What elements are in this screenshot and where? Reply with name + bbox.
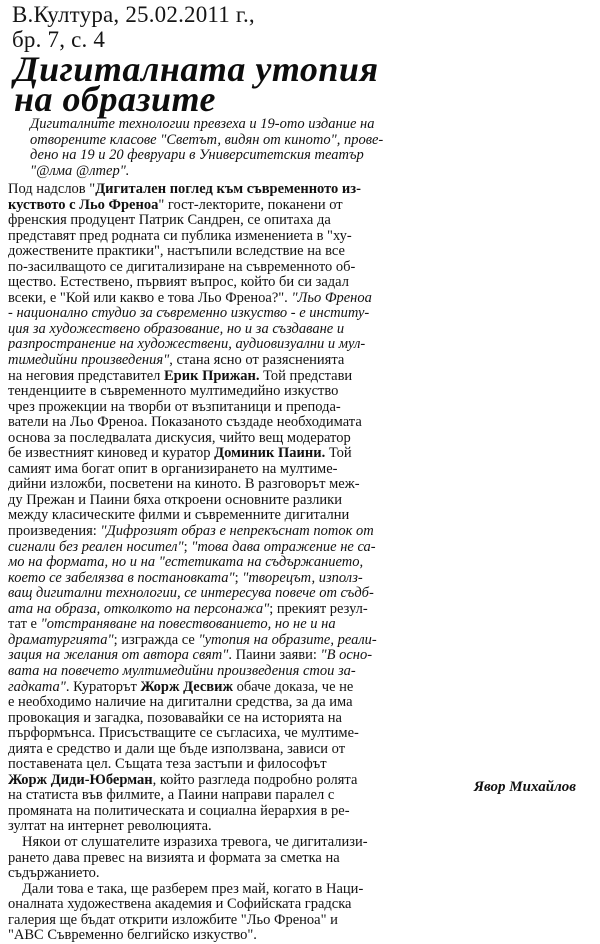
text-segment: дожествените практики", настъпили вследствие на все <box>8 244 345 260</box>
text-segment: ; прекият резул- <box>269 601 368 617</box>
source-citation: В.Култура, 25.02.2011 г., <box>12 2 255 27</box>
body-line <box>8 415 590 431</box>
italic-quote-segment: ция за художествено образование, но и за създаване и <box>8 321 345 337</box>
body-line <box>8 353 590 369</box>
body-line <box>8 369 590 385</box>
body-line <box>8 648 590 664</box>
text-segment: галерия ще бъдат открити изложбите "Льо Френоа" и <box>8 912 338 928</box>
body-line <box>8 757 590 773</box>
bold-name-segment: Жорж Десвиж <box>140 679 234 695</box>
italic-quote-segment: мо на формата, но и на "естетиката на съдържанието, <box>8 555 364 571</box>
text-segment: на статиста във филмите, а Паини направи паралел с <box>8 788 335 804</box>
body-line <box>8 508 590 524</box>
text-segment: Някои от слушателите изразиха тревога, че дигитализи- <box>22 834 368 850</box>
body-line <box>8 198 590 214</box>
italic-quote-segment: ващ дигитални технологии, се интересува повече от съдб- <box>8 586 374 602</box>
body-line <box>8 913 590 929</box>
text-segment: щество. Естествено, първият въпрос, който би си задал <box>8 275 349 291</box>
body-line <box>8 835 590 851</box>
italic-quote-segment: което се забелязва в постановката" <box>8 570 235 586</box>
lead-line: отворените класове "Светът, видян от киното", прове- <box>30 131 384 148</box>
text-segment: основа за последвалата дискусия, чийто вещ модератор <box>8 430 351 446</box>
text-segment: рането дава превес на визията и формата за сметка на <box>8 850 340 866</box>
text-segment: тенденциите в съвременното мултимедийно изкуство <box>8 384 339 400</box>
italic-quote-segment: сигнали без реален носител" <box>8 539 184 555</box>
body-line <box>8 555 590 571</box>
body-line <box>8 446 590 462</box>
italic-quote-segment: ата на образа, отколкото на персонажа" <box>8 601 270 617</box>
text-segment: френския продуцент Патрик Сандрен, се опитаха да <box>8 213 331 229</box>
body-line <box>8 524 590 540</box>
body-line <box>8 928 590 944</box>
italic-quote-segment: "творецът, използ- <box>242 570 363 586</box>
body-line <box>8 275 590 291</box>
text-segment: зултат на интернет революцията. <box>8 819 212 835</box>
bold-name-segment: куството с Льо Френоа <box>8 197 159 213</box>
body-line <box>8 680 590 696</box>
body-line <box>8 400 590 416</box>
body-line <box>8 726 590 742</box>
text-segment: "ABC Съвременно белгийско изкуство". <box>8 928 257 944</box>
italic-quote-segment: разпространение на художествени, аудиовизуални и мул- <box>8 337 366 353</box>
italic-quote-segment: "Дифрозият образ е непрекъснат поток от <box>100 524 374 540</box>
body-line <box>8 182 590 198</box>
text-segment: Той <box>325 446 352 462</box>
bold-name-segment: Жорж Диди-Юберман <box>8 772 153 788</box>
text-segment: . Кураторът <box>65 679 141 695</box>
body-line <box>8 493 590 509</box>
italic-quote-segment: вата на повечето мултимедийни произведения стои за- <box>8 663 356 679</box>
text-segment: Дали това е така, ще разберем през май, когато в Наци- <box>22 881 364 897</box>
headline <box>8 49 590 119</box>
body-line <box>8 462 590 478</box>
text-segment: дийни изложби, посветени на киното. В разговорът меж- <box>8 477 360 493</box>
text-segment: между класическите филми и съвременните дигитални <box>8 508 350 524</box>
body-line <box>8 431 590 447</box>
text-segment: произведения: <box>8 524 101 540</box>
italic-quote-segment: драматургията" <box>8 632 114 648</box>
italic-quote-segment: зация на желания от автора свят" <box>8 648 229 664</box>
text-segment: всеки, е "Кой или какво е това Льо Френоа?". <box>8 290 292 306</box>
body-line <box>8 213 590 229</box>
text-segment: на неговия представител <box>8 368 165 384</box>
text-segment: Той представи <box>259 368 353 384</box>
text-segment: пърформънса. Присъстващите се съгласиха, че мултиме- <box>8 726 359 742</box>
lead-line: Дигиталните технологии превзеха и 19-ото издание на <box>30 116 375 132</box>
body-line <box>8 540 590 556</box>
body-line <box>8 602 590 618</box>
body-line <box>8 866 590 882</box>
body-line <box>8 633 590 649</box>
body-line <box>8 742 590 758</box>
body-line <box>8 882 590 898</box>
source-issue-page: бр. 7, с. 4 <box>12 27 106 52</box>
body-line <box>8 711 590 727</box>
text-segment: по-засилващото се дигитализиране на съвременното об- <box>8 259 356 275</box>
text-segment: ; изгражда се <box>113 632 199 648</box>
lead-line: дено на 19 и 20 февруари в Университетския театър <box>30 147 364 163</box>
text-segment: самият има богат опит в организирането на мултиме- <box>8 461 338 477</box>
italic-quote-segment: "В осно- <box>320 648 373 664</box>
body-line <box>8 337 590 353</box>
text-segment: тат е <box>8 617 41 633</box>
body-line <box>8 260 590 276</box>
headline-line-1: Дигиталната утопия <box>14 49 379 89</box>
text-segment: . Паини заяви: <box>228 648 321 664</box>
body-line <box>8 897 590 913</box>
headline-line-2: на образите <box>14 79 217 119</box>
body-line <box>8 851 590 867</box>
text-segment: представят пред родната си публика изменениета в "ху- <box>8 228 352 244</box>
text-segment: ; <box>234 570 243 586</box>
text-segment: съдържанието. <box>8 866 100 882</box>
italic-quote-segment: гадката" <box>8 679 66 695</box>
body-line <box>8 664 590 680</box>
lead-line: "@лма @лтер". <box>30 162 130 179</box>
italic-quote-segment: тимедийни произведения" <box>8 353 170 369</box>
italic-quote-segment: "отстраняване на повествованието, но не и на <box>40 617 336 633</box>
article-body <box>8 182 590 944</box>
text-segment: , стана ясно от разясненията <box>169 353 345 369</box>
author-byline: Явор Михайлов <box>473 779 576 795</box>
body-line <box>8 322 590 338</box>
body-line <box>8 384 590 400</box>
italic-quote-segment: "Льо Френоа <box>291 290 372 306</box>
text-segment: оналната художествена академия и Софийската градска <box>8 897 352 913</box>
text-segment: бе известният киновед и куратор <box>8 446 215 462</box>
text-segment: ватели на Льо Френоа. Показаното създаде необходимата <box>8 415 362 431</box>
body-line <box>8 819 590 835</box>
body-line <box>8 695 590 711</box>
text-segment: обаче доказа, че не <box>233 679 354 695</box>
text-segment: чрез прожекции на творби от възпитаници и препода- <box>8 399 341 415</box>
body-line <box>8 306 590 322</box>
bold-name-segment: Ерик Прижан. <box>164 368 260 384</box>
text-segment: Под надслов " <box>8 182 96 197</box>
text-segment: е необходимо наличие на дигитални средства, за да има <box>8 695 353 711</box>
italic-quote-segment: "утопия на образите, реали- <box>198 632 377 648</box>
body-line <box>8 586 590 602</box>
text-segment: ; <box>183 539 192 555</box>
text-segment: провокация и загадка, позовавайки се на историята на <box>8 710 342 726</box>
body-line <box>8 244 590 260</box>
italic-quote-segment: "това дава отражение не са- <box>191 539 376 555</box>
bold-name-segment: Дигитален поглед към съвременното из- <box>95 182 361 197</box>
body-line <box>8 477 590 493</box>
text-segment: ду Прежан и Паини бяха откроени основните разлики <box>8 492 342 508</box>
body-line <box>8 229 590 245</box>
body-line <box>8 617 590 633</box>
text-segment: " гост-лекторите, поканени от <box>158 197 343 213</box>
text-segment: , който разгледа подробно ролята <box>152 772 358 788</box>
text-segment: поставената цел. Същата теза застъпи и философът <box>8 757 327 773</box>
italic-quote-segment: - национално студио за съвременно изкуство - е институ- <box>8 306 370 322</box>
lead-paragraph <box>8 117 590 179</box>
body-line <box>8 291 590 307</box>
bold-name-segment: Доминик Паини. <box>214 446 326 462</box>
text-segment: дията е средство и дали ще бъде използвана, зависи от <box>8 741 346 757</box>
body-line <box>8 571 590 587</box>
text-segment: промяната на политическата и социална йерархия в ре- <box>8 803 350 819</box>
body-line <box>8 804 590 820</box>
